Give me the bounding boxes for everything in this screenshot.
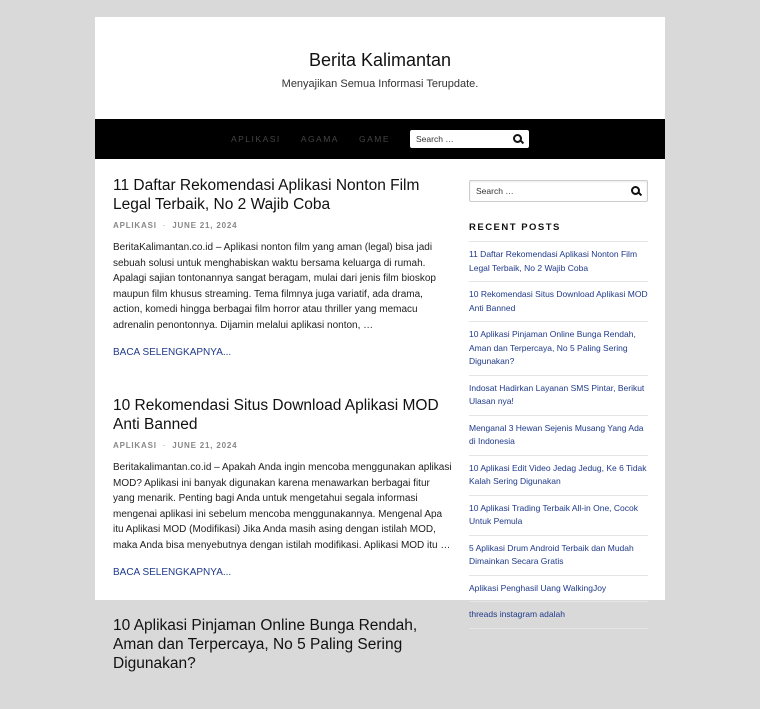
recent-post-link[interactable]: Menganal 3 Hewan Sejenis Musang Yang Ada di Indonesia xyxy=(469,416,648,456)
site-title[interactable]: Berita Kalimantan xyxy=(308,50,452,70)
recent-post-link[interactable]: 10 Aplikasi Pinjaman Online Bunga Rendah, Aman dan Terpercaya, No 5 Paling Sering Digunakan? xyxy=(469,322,648,376)
nav-search-input[interactable] xyxy=(416,134,506,144)
nav-item-game[interactable]: GAME xyxy=(358,134,391,144)
nav-item-aplikasi[interactable]: APLIKASI xyxy=(230,134,281,144)
post-excerpt: BeritaKalimantan.co.id – Aplikasi nonton film yang aman (legal) bisa jadi sebuah solusi untuk menghabiskan waktu bersama keluarga di rumah. Apalagi sajian tontonannya sangat beragam, mulai dari jenis film bioskop maupun film khusus streaming. Tema filmnya juga variatif, ada drama, action, komedi hingga berbagai film horror atau thriller yang memacu adrenalin penontonnya. Dijamin melalui aplikasi nonton, … xyxy=(113,242,436,331)
post-date[interactable]: JUNE 21, 2024 xyxy=(172,441,238,450)
post-title[interactable]: 10 Rekomendasi Situs Download Aplikasi MOD Anti Banned xyxy=(113,397,439,433)
page-container xyxy=(95,17,665,672)
post-item xyxy=(113,396,453,580)
recent-posts-list xyxy=(469,241,648,629)
post-category[interactable]: APLIKASI xyxy=(113,441,157,450)
sidebar xyxy=(469,180,648,629)
recent-post-link[interactable]: threads instagram adalah xyxy=(469,602,648,629)
site-header xyxy=(95,17,665,119)
meta-separator: · xyxy=(162,221,167,230)
sidebar-search-input[interactable] xyxy=(476,186,566,196)
site-description: Menyajikan Semua Informasi Terupdate. xyxy=(281,78,479,90)
read-more-link[interactable]: BACA SELENGKAPNYA... xyxy=(113,347,232,358)
nav-search-form xyxy=(410,130,529,148)
post-meta xyxy=(113,221,453,230)
recent-post-link[interactable]: 10 Aplikasi Edit Video Jedag Jedug, Ke 6 Tidak Kalah Sering Digunakan xyxy=(469,456,648,496)
recent-post-link[interactable]: 5 Aplikasi Drum Android Terbaik dan Mudah Dimainkan Secara Gratis xyxy=(469,536,648,576)
recent-post-link[interactable]: Aplikasi Penghasil Uang WalkingJoy xyxy=(469,576,648,603)
post-category[interactable]: APLIKASI xyxy=(113,221,157,230)
read-more-link[interactable]: BACA SELENGKAPNYA... xyxy=(113,567,232,578)
recent-posts-title: RECENT POSTS xyxy=(469,222,561,233)
search-icon[interactable] xyxy=(631,186,641,196)
main-area xyxy=(95,159,665,672)
nav-item-agama[interactable]: AGAMA xyxy=(300,134,339,144)
meta-separator: · xyxy=(162,441,167,450)
search-icon[interactable] xyxy=(513,134,523,144)
post-title[interactable]: 11 Daftar Rekomendasi Aplikasi Nonton Film Legal Terbaik, No 2 Wajib Coba xyxy=(113,177,420,213)
post-item xyxy=(113,616,453,673)
post-date[interactable]: JUNE 21, 2024 xyxy=(172,221,238,230)
sidebar-search-form xyxy=(469,180,648,202)
recent-post-link[interactable]: 10 Aplikasi Trading Terbaik All-in One, Cocok Untuk Pemula xyxy=(469,496,648,536)
post-list xyxy=(113,176,453,709)
main-navigation xyxy=(95,119,665,159)
recent-post-link[interactable]: 11 Daftar Rekomendasi Aplikasi Nonton Film Legal Terbaik, No 2 Wajib Coba xyxy=(469,242,648,282)
recent-post-link[interactable]: 10 Rekomendasi Situs Download Aplikasi MOD Anti Banned xyxy=(469,282,648,322)
recent-post-link[interactable]: Indosat Hadirkan Layanan SMS Pintar, Berikut Ulasan nya! xyxy=(469,376,648,416)
post-excerpt: Beritakalimantan.co.id – Apakah Anda ingin mencoba menggunakan aplikasi MOD? Aplikasi ini banyak digunakan karena menawarkan berbagai fitur yang menarik. Penting bagi Anda untuk mengetahui segala informasi mengenai aplikasi ini sebelum mencoba menggunakannya. Mengenal Apa itu Aplikasi MOD (Modifikasi) Jika Anda masih asing dengan istilah MOD, maka Anda bisa menyebutnya dengan istilah modifikasi. Aplikasi MOD itu … xyxy=(113,462,452,551)
post-item xyxy=(113,176,453,360)
post-meta xyxy=(113,441,453,450)
post-title[interactable]: 10 Aplikasi Pinjaman Online Bunga Rendah, Aman dan Terpercaya, No 5 Paling Sering Digunakan? xyxy=(113,617,418,672)
